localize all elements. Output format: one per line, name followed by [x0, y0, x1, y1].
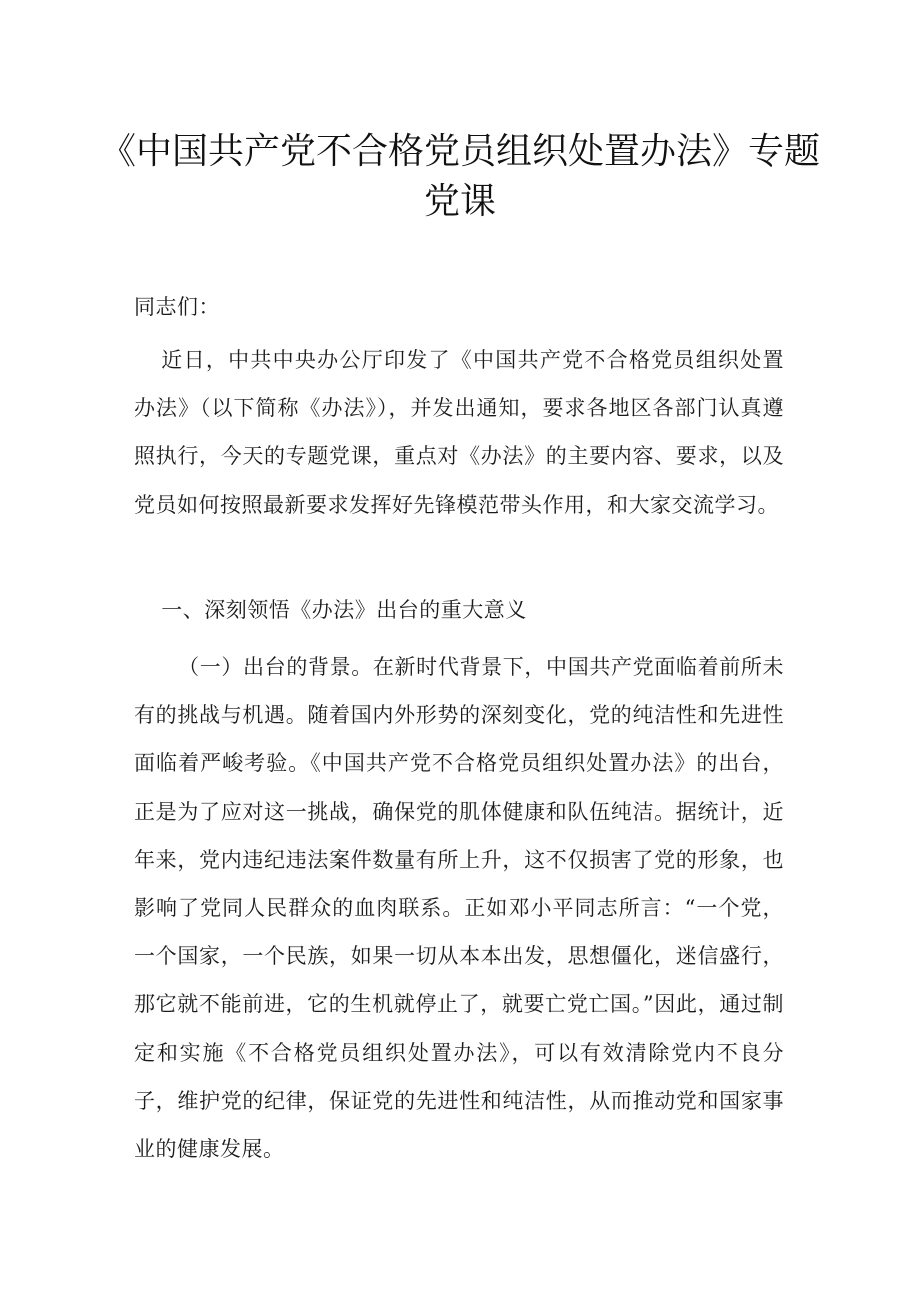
background-paragraph: （一）出台的背景。在新时代背景下，中国共产党面临着前所未有的挑战与机遇。随着国内外形势的深刻变化，党的纯洁性和先进性面临着严峻考验。《中国共产党不合格党员组织处置办法》的出台，正是为了应对这一挑战，确保党的肌体健康和队伍纯洁。据统计，近年来，党内违纪违法案件数量有所上升，这不仅损害了党的形象，也影响了党同人民群众的血肉联系。正如邓小平同志所言：“一个党，一个国家，一个民族，如果一切从本本出发，思想僵化，迷信盛行，那它就不能前进，它的生机就停止了，就要亡党亡国。”因此，通过制定和实施《不合格党员组织处置办法》，可以有效清除党内不良分子，维护党的纪律，保证党的先进性和纯洁性，从而推动党和国家事业的健康发展。 [134, 655, 784, 1162]
document-title-line1: 《中国共产党不合格党员组织处置办法》专题 [100, 131, 821, 172]
section-heading: 一、深刻领悟《办法》出台的重大意义 [161, 598, 527, 622]
greeting: 同志们： [134, 295, 220, 319]
document-title-line2: 党课 [423, 181, 496, 222]
intro-paragraph: 近日，中共中央办公厅印发了《中国共产党不合格党员组织处置办法》（以下简称《办法》），并发出通知，要求各地区各部门认真遵照执行，今天的专题党课，重点对《办法》的主要内容、要求，以及党员如何按照最新要求发挥好先锋模范带头作用，和大家交流学习。 [134, 348, 784, 517]
